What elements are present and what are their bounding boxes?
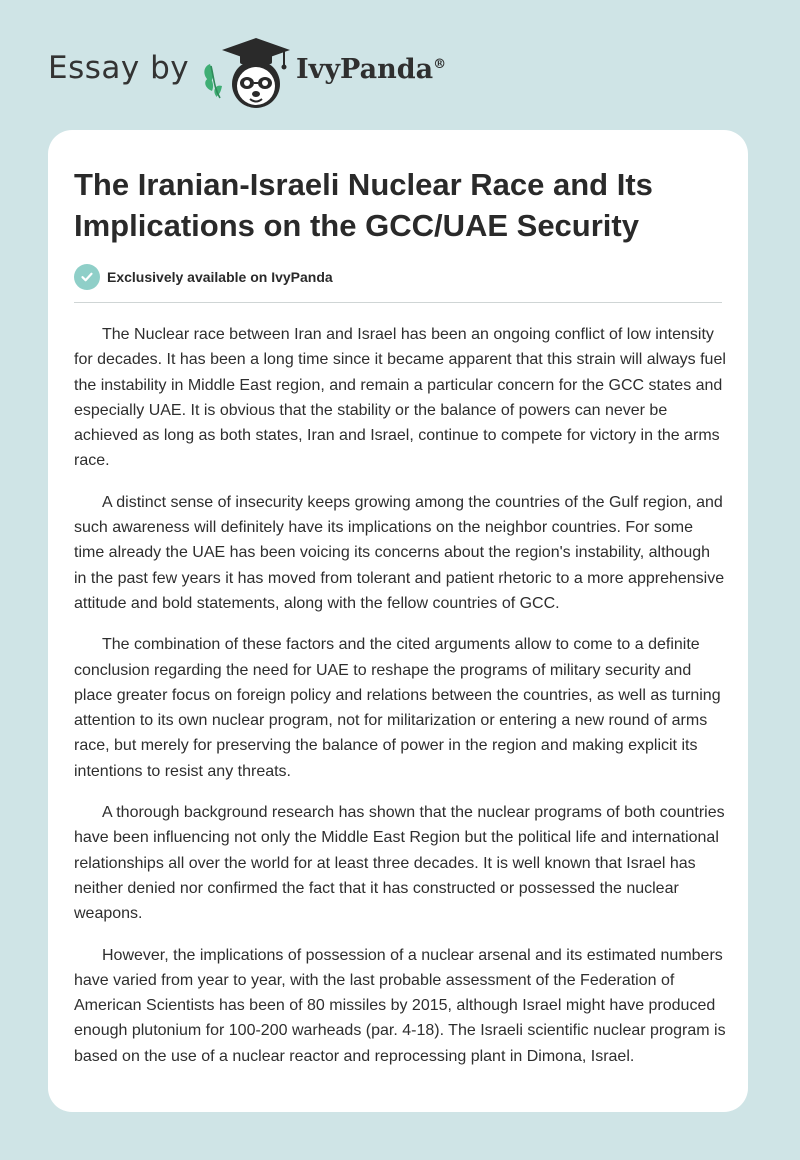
essay-body <box>74 322 726 1085</box>
divider <box>74 302 722 303</box>
paragraph: The Nuclear race between Iran and Israel has been an ongoing conflict of low intensity for decades. It has been a long time since it became apparent that this strain will always fuel the instability in Middle East region, and remain a particular concern for the GCC states and especially UAE. It is obvious that the stability or the balance of powers can never be achieved as long as both states, Iran and Israel, continue to compete for victory in the arms race. <box>74 326 726 470</box>
essay-card <box>48 130 748 1112</box>
exclusive-badge <box>74 264 333 290</box>
page-title: The Iranian-Israeli Nuclear Race and Its Implications on the GCC/UAE Security <box>74 167 653 243</box>
brand-name-text: IvyPanda <box>296 54 434 85</box>
site-header <box>0 0 800 130</box>
paragraph: A distinct sense of insecurity keeps growing among the countries of the Gulf region, and such awareness will definitely have its implications on the neighbor countries. For some time already the UAE has been voicing its concerns about the region's instability, although in the past few years it has moved from tolerant and patient rhetoric to a more apprehensive attitude and bold statements, along with the fellow countries of GCC. <box>74 493 725 612</box>
checkmark-icon <box>74 264 100 290</box>
registered-mark: ® <box>433 57 447 72</box>
brand-name[interactable] <box>296 54 446 85</box>
ivypanda-logo-icon[interactable] <box>200 36 290 110</box>
exclusive-badge-label: Exclusively available on IvyPanda <box>107 269 333 285</box>
paragraph: However, the implications of possession of a nuclear arsenal and its estimated numbers have varied from year to year, with the last probable assessment of the Federation of American Scientists has been of 80 missiles by 2015, although Israel might have produced enough plutonium for 100-200 warheads (par. 4-18). The Israeli scientific nuclear program is based on the use of a nuclear reactor and reprocessing plant in Dimona, Israel. <box>74 946 726 1065</box>
paragraph: The combination of these factors and the cited arguments allow to come to a definite conclusion regarding the need for UAE to reshape the programs of military security and place greater focus on foreign policy and relations between the countries, as well as turning attention to its own nuclear program, not for militarization or entering a new round of arms race, but merely for preserving the balance of power in the region and making explicit its intentions to resist any threats. <box>74 636 721 780</box>
paragraph: A thorough background research has shown that the nuclear programs of both countries have been influencing not only the Middle East Region but the political life and international relationships all over the world for at least three decades. It is well known that Israel has neither denied nor confirmed the fact that it has constructed or possessed the nuclear weapons. <box>74 804 725 923</box>
essay-by-label: Essay by <box>48 50 190 86</box>
